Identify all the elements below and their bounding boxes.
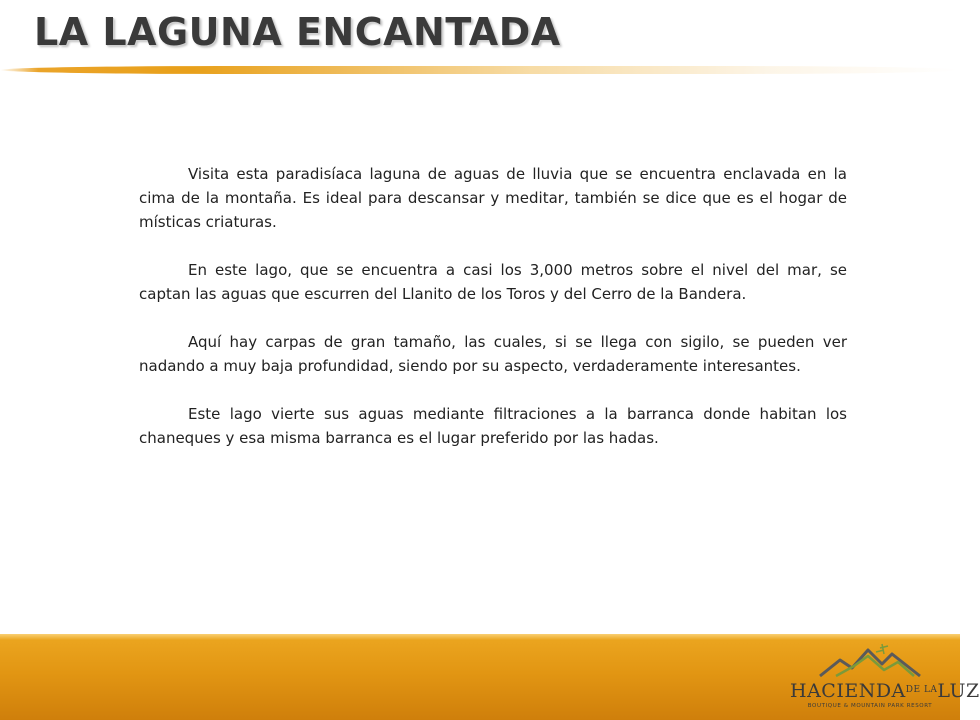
logo-name-end: LUZ <box>937 680 980 702</box>
logo-name-main: HACIENDA <box>790 680 906 702</box>
paragraph-2: En este lago, que se encuentra a casi los 3,000 metros sobre el nivel del mar, se captan las aguas que escurren del Llanito de los Toros y del Cerro de la Bandera. <box>139 261 847 303</box>
paragraph-1: Visita esta paradisíaca laguna de aguas de lluvia que se encuentra enclavada en la cima de la montaña. Es ideal para descansar y meditar, también se dice que es el hogar de místicas criaturas. <box>139 165 847 231</box>
logo-name <box>790 680 980 702</box>
paragraph-3: Aquí hay carpas de gran tamaño, las cuales, si se llega con sigilo, se pueden ver nadando a muy baja profundidad, siendo por su aspecto, verdaderamente interesantes. <box>139 333 847 375</box>
body-text <box>139 162 847 474</box>
paragraph-4: Este lago vierte sus aguas mediante filtraciones a la barranca donde habitan los chaneques y esa misma barranca es el lugar preferido por las hadas. <box>139 405 847 447</box>
hacienda-logo <box>790 640 980 718</box>
slide-title: LA LAGUNA ENCANTADA <box>34 10 561 54</box>
logo-name-small: DE LA <box>905 685 938 695</box>
title-underline <box>0 66 960 74</box>
mountains-logo-icon <box>818 640 922 680</box>
logo-tagline: BOUTIQUE & MOUNTAIN PARK RESORT <box>807 703 933 709</box>
